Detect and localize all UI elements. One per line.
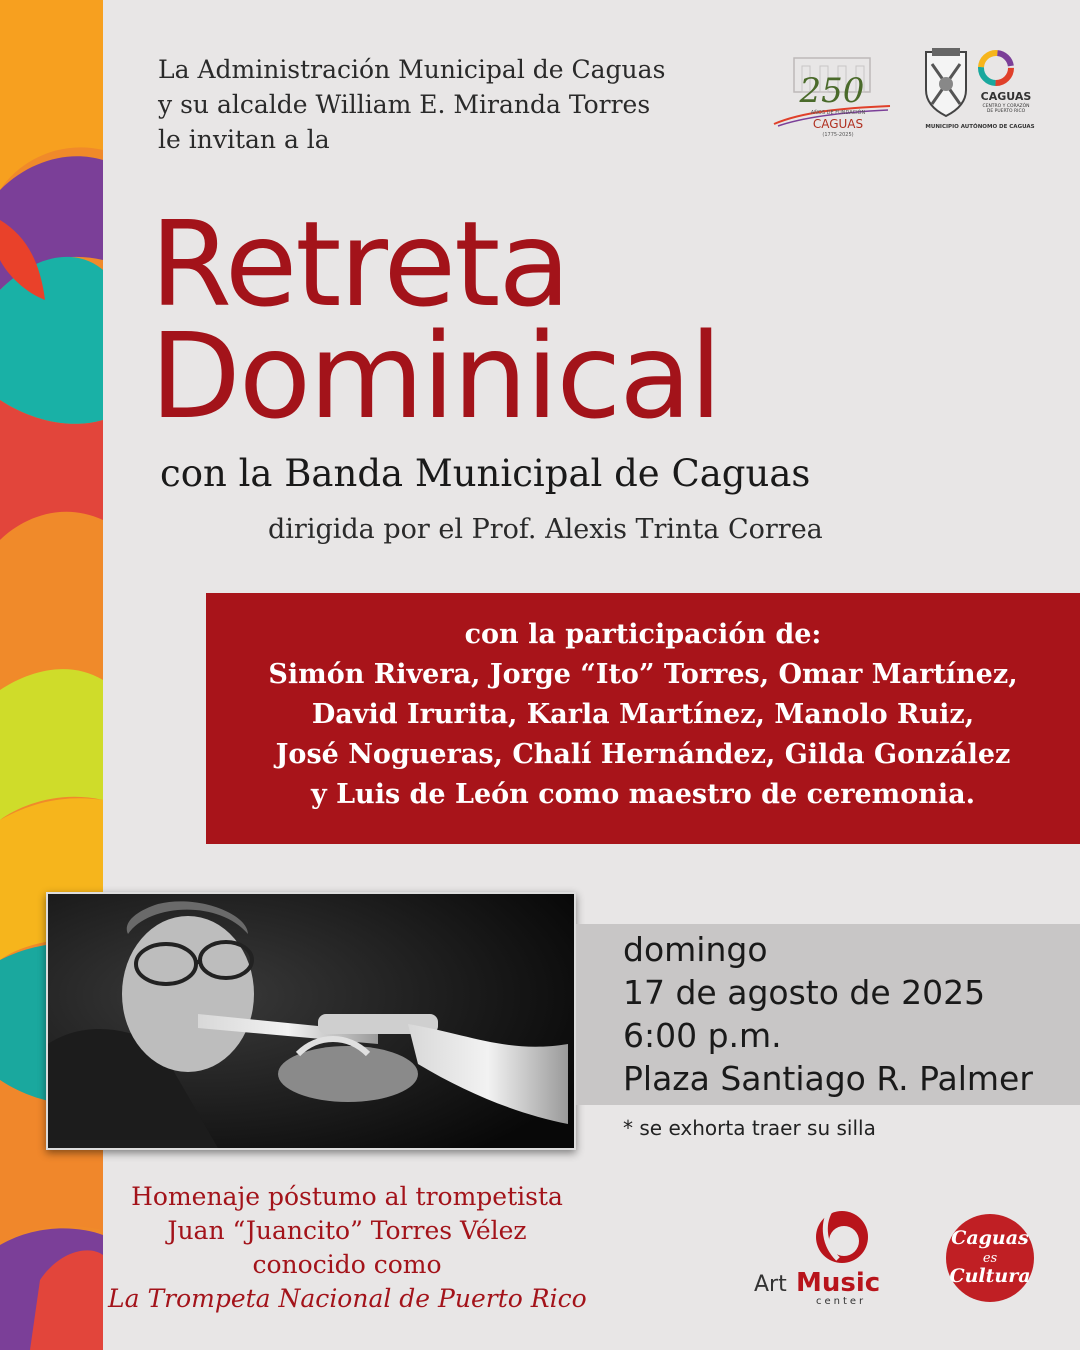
anniversary-city: CAGUAS [812, 117, 864, 131]
city-name: CAGUAS [980, 90, 1032, 103]
artmusic-center: center [816, 1296, 867, 1307]
participants-line: David Irurita, Karla Martínez, Manolo Ruiz, [311, 699, 975, 730]
city-tagline: DE PUERTO RICO [986, 109, 1026, 114]
invitation-line: y su alcalde William E. Miranda Torres [158, 90, 651, 119]
anniversary-250-logo [772, 52, 892, 142]
event-details [623, 928, 1033, 1100]
event-date: 17 de agosto de 2025 [623, 973, 986, 1012]
event-subtitle: con la Banda Municipal de Caguas [160, 452, 811, 495]
event-day: domingo [623, 930, 768, 969]
municipality-label: MUNICIPIO AUTÓNOMO DE CAGUAS [925, 124, 1035, 130]
invitation-line: La Administración Municipal de Caguas [158, 55, 666, 84]
anniversary-small-text: AÑOS DE FUNDACIÓN [810, 110, 866, 116]
title-line: Retreta [150, 195, 569, 333]
tribute-text [108, 1180, 586, 1316]
cultura-line: es [982, 1251, 998, 1266]
anniversary-number: 250 [799, 71, 865, 111]
tribute-line: Juan “Juancito” Torres Vélez [167, 1216, 527, 1245]
artmusic-music: Music [796, 1268, 881, 1298]
chair-note: * se exhorta traer su silla [623, 1116, 876, 1140]
invitation-text [158, 52, 665, 157]
city-tagline: CENTRO Y CORAZÓN [982, 104, 1030, 109]
caguas-es-cultura-logo [942, 1208, 1040, 1306]
participants-line: José Nogueras, Chalí Hernández, Gilda González [275, 739, 1011, 770]
trumpeter-photo [46, 892, 576, 1150]
event-title [150, 195, 721, 445]
participants-line: Simón Rivera, Jorge “Ito” Torres, Omar Martínez, [268, 659, 1018, 690]
cultura-line: Cultura [949, 1265, 1031, 1287]
event-place: Plaza Santiago R. Palmer [623, 1059, 1033, 1098]
cultura-line: Caguas [951, 1227, 1029, 1249]
participants-line: y Luis de León como maestro de ceremonia. [310, 779, 976, 810]
caguas-municipality-logo [920, 46, 1040, 136]
title-line: Dominical [150, 307, 721, 445]
artmusic-center-logo [752, 1205, 892, 1310]
invitation-line: le invitan a la [158, 125, 330, 154]
participants-heading: con la participación de: [464, 619, 822, 650]
artmusic-art: Art [754, 1272, 787, 1297]
tribute-line: conocido como [252, 1250, 442, 1279]
director-credit: dirigida por el Prof. Alexis Trinta Correa [268, 514, 823, 545]
participants-box [206, 593, 1080, 844]
anniversary-years: (1775-2025) [822, 132, 854, 138]
tribute-line: Homenaje póstumo al trompetista [131, 1182, 563, 1211]
tribute-line: La Trompeta Nacional de Puerto Rico [108, 1284, 587, 1313]
event-time: 6:00 p.m. [623, 1016, 782, 1055]
